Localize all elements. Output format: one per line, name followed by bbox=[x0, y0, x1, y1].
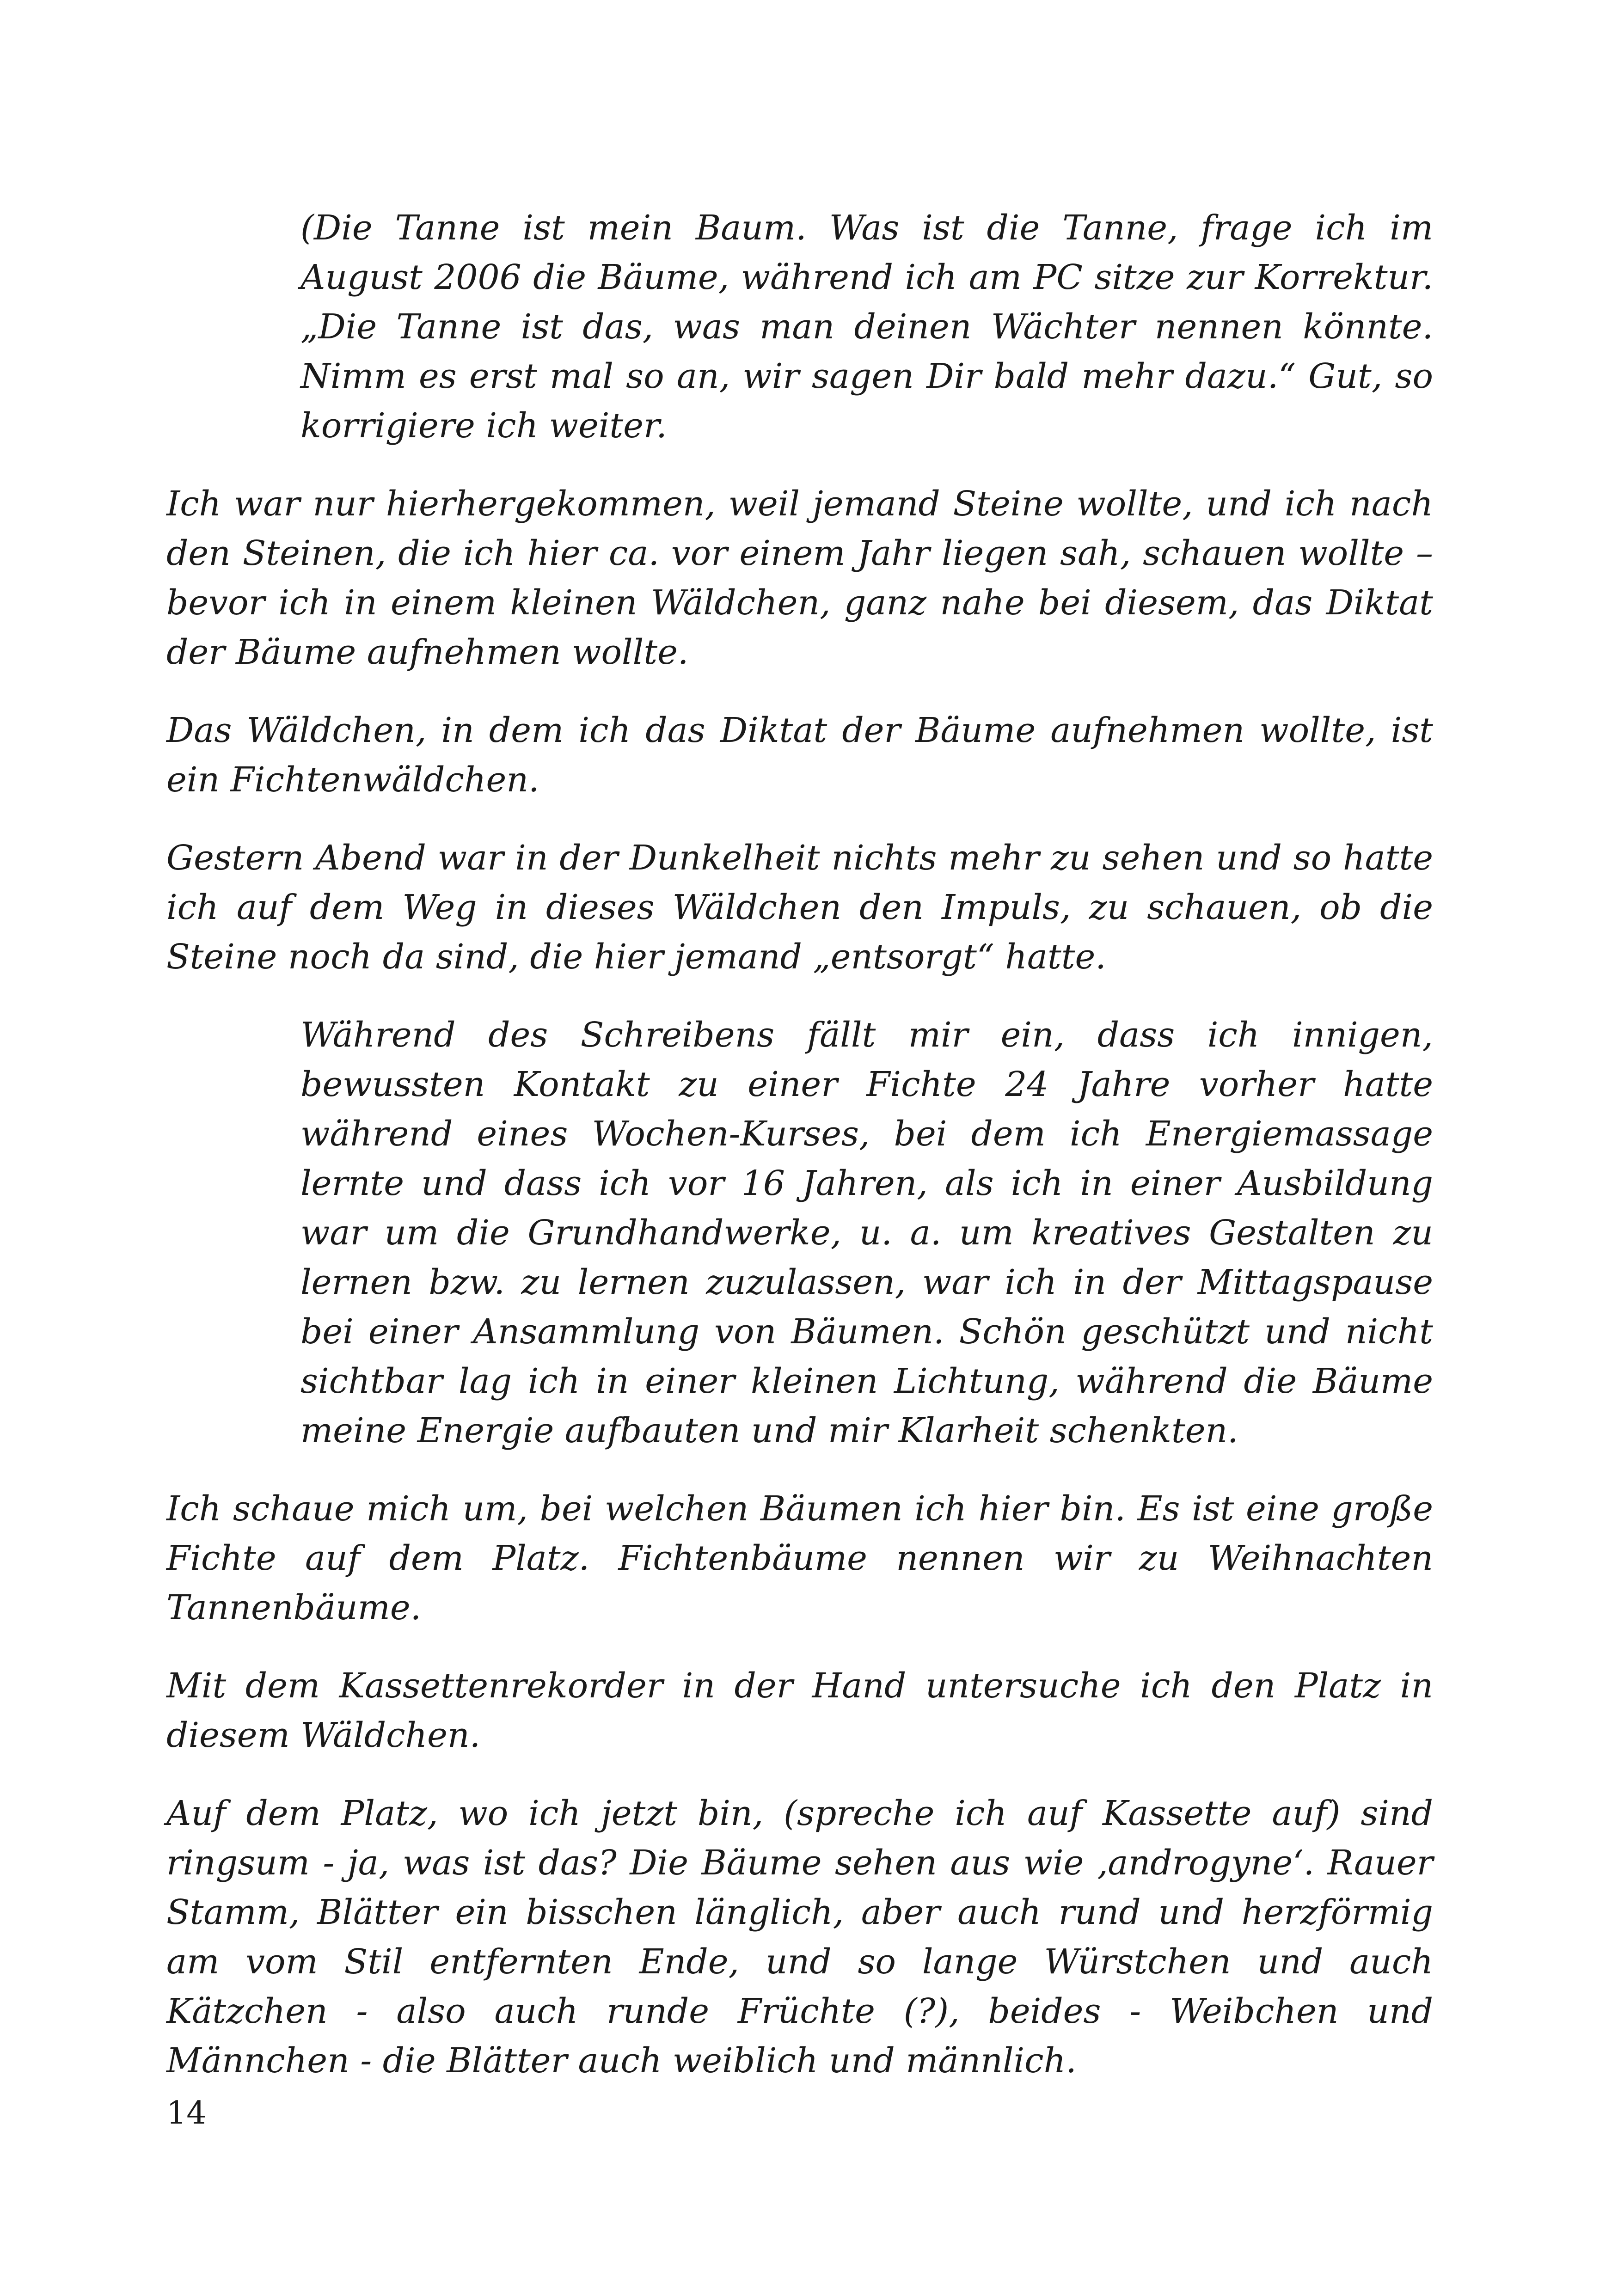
body-text bbox=[166, 203, 1433, 2114]
paragraph-gestern-abend: Gestern Abend war in der Dunkelheit nichts mehr zu sehen und so hatte ich auf dem Weg in dieses Wäldchen den Impuls, zu schauen, ob die Steine noch da sind, die hier jemand „entsorgt“ hatte. bbox=[166, 838, 1433, 977]
paragraph-androgyne-baeume: Auf dem Platz, wo ich jetzt bin, (spreche ich auf Kassette auf) sind ringsum - ja, was ist das? Die Bäume sehen aus wie ‚androgyne‘. Rauer Stamm, Blätter ein bisschen länglich, aber auch rund und herzförmig am vom Stil entfernten Ende, und so lange Würstchen und auch Kätzchen - also auch runde Früchte (?), beides - Weibchen und Männchen - die Blätter auch weiblich und männlich. bbox=[166, 1794, 1433, 2081]
paragraph-fichtenwaeldchen: Das Wäldchen, in dem ich das Diktat der Bäume aufnehmen wollte, ist ein Fichtenwäldchen. bbox=[166, 710, 1433, 800]
paragraph-erinnerung: Während des Schreibens fällt mir ein, dass ich innigen, bewussten Kontakt zu einer Fichte 24 Jahre vorher hatte während eines Wochen-Kurses, bei dem ich Energiemassage lernte und dass ich vor 16 Jahren, als ich in einer Ausbildung war um die Grundhandwerke, u. a. um kreatives Gestalten zu lernen bzw. zu lernen zuzulassen, war ich in der Mittagspause bei einer Ansammlung von Bäumen. Schön geschützt und nicht sichtbar lag ich in einer kleinen Lichtung, während die Bäume meine Energie aufbauten und mir Klarheit schenkten. bbox=[300, 1015, 1433, 1451]
paragraph-tanne-note: (Die Tanne ist mein Baum. Was ist die Tanne, frage ich im August 2006 die Bäume, während ich am PC sitze zur Korrektur. „Die Tanne ist das, was man deinen Wächter nennen könnte. Nimm es erst mal so an, wir sagen Dir bald mehr dazu.“ Gut, so korrigiere ich weiter. bbox=[300, 208, 1433, 446]
paragraph-kassettenrekorder: Mit dem Kassettenrekorder in der Hand untersuche ich den Platz in diesem Wäldchen. bbox=[166, 1666, 1433, 1755]
paragraph-steine: Ich war nur hierhergekommen, weil jemand Steine wollte, und ich nach den Steinen, die ich hier ca. vor einem Jahr liegen sah, schauen wollte – bevor ich in einem kleinen Wäldchen, ganz nahe bei diesem, das Diktat der Bäume aufnehmen wollte. bbox=[166, 484, 1433, 672]
page-number: 14 bbox=[166, 2095, 207, 2131]
paragraph-grosse-fichte: Ich schaue mich um, bei welchen Bäumen ich hier bin. Es ist eine große Fichte auf dem Platz. Fichtenbäume nennen wir zu Weihnachten Tannenbäume. bbox=[166, 1489, 1433, 1628]
